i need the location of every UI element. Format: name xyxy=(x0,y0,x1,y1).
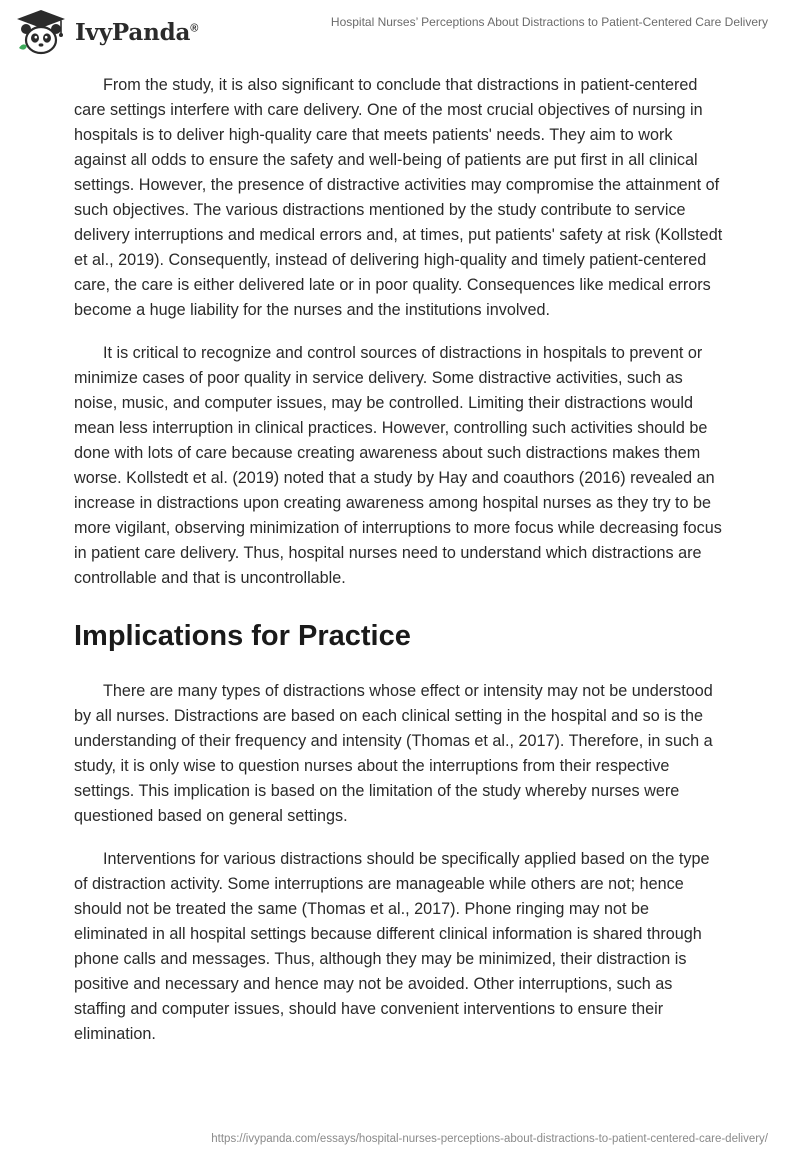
brand-logo[interactable] xyxy=(13,8,198,56)
document-title: Hospital Nurses’ Perceptions About Distractions to Patient-Centered Care Delivery xyxy=(330,15,768,29)
body-paragraph: From the study, it is also significant to conclude that distractions in patient-centered care settings interfere with care delivery. One of the most crucial objectives of nursing in hospitals is to deliver high-quality care that meets patients' needs. They aim to work against all odds to ensure the safety and well-being of patients are put first in all clinical settings. However, the presence of distractive activities may compromise the attainment of such objectives. The various distractions mentioned by the study contribute to service delivery interruptions and medical errors and, at times, put patients' safety at risk (Kollstedt et al., 2019). Consequently, instead of delivering high-quality and timely patient-centered care, the care is either delivered late or in poor quality. Consequences like medical errors become a huge liability for the nurses and the institutions involved. xyxy=(74,76,723,319)
panda-graduate-icon xyxy=(13,8,69,56)
body-paragraph: It is critical to recognize and control sources of distractions in hospitals to prevent or minimize cases of poor quality in service delivery. Some distractive activities, such as noise, music, and computer issues, may be controlled. Limiting their distractions would mean less interruption in clinical practices. However, controlling such activities should be done with lots of care because creating awareness about such distractions makes them worse. Kollstedt et al. (2019) noted that a study by Hay and coauthors (2016) revealed an increase in distractions upon creating awareness among hospital nurses as they try to be more vigilant, observing minimization of interruptions to more focus while decreasing focus in patient care delivery. Thus, hospital nurses need to understand which distractions are controllable and that is uncontrollable. xyxy=(74,344,722,587)
body-paragraph: There are many types of distractions whose effect or intensity may not be understood by all nurses. Distractions are based on each clinical setting in the hospital and so is the understanding of their frequency and intensity (Thomas et al., 2017). Therefore, in such a study, it is only wise to question nurses about the interruptions from their respective settings. This implication is based on the limitation of the study whereby nurses were questioned based on general settings. xyxy=(74,682,713,825)
registered-mark: ® xyxy=(190,21,199,34)
section-heading: Implications for Practice xyxy=(74,620,411,652)
source-url[interactable]: https://ivypanda.com/essays/hospital-nurses-perceptions-about-distractions-to-patient-centered-care-delivery/ xyxy=(211,1133,768,1145)
essay-body xyxy=(74,73,726,1065)
body-paragraph: Interventions for various distractions should be specifically applied based on the type of distraction activity. Some interruptions are manageable while others are not; hence should not be treated the same (Thomas et al., 2017). Phone ringing may not be eliminated in all hospital settings because different clinical information is shared through phone calls and messages. Thus, although they may be minimized, their distraction is positive and necessary and hence may not be avoided. Other interruptions, such as staffing and computer issues, should have convenient interventions to ensure their elimination. xyxy=(74,850,710,1043)
brand-name: IvyPanda® xyxy=(75,18,199,46)
page-header xyxy=(0,0,800,62)
